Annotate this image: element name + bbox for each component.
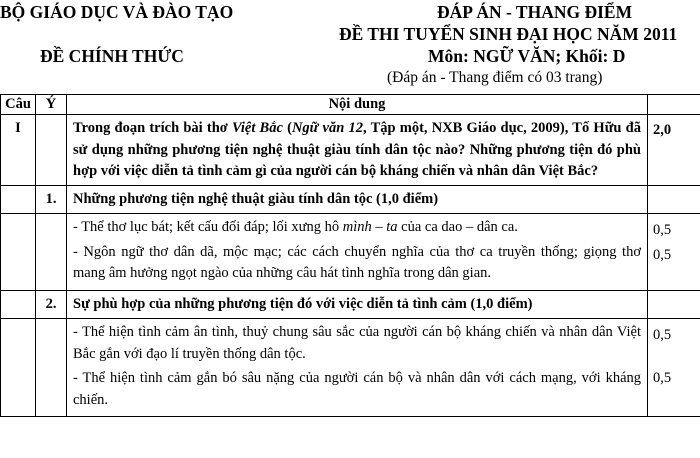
question-number: I (1, 115, 36, 186)
section-2-item-1-score: 0,5 (653, 327, 672, 343)
question-row (1, 115, 700, 186)
header-y: Ý (36, 95, 67, 115)
section-1-title: Những phương tiện nghệ thuật giàu tính dân tộc (1,0 điểm) (67, 185, 648, 214)
section-2-content-y (36, 319, 67, 417)
exam-title: ĐỀ THI TUYỂN SINH ĐẠI HỌC NĂM 2011 (339, 24, 678, 44)
pronoun-pair: mình – ta (342, 219, 398, 235)
ministry-name: BỘ GIÁO DỤC VÀ ĐÀO TẠO (0, 2, 234, 22)
section-1-title-score (648, 185, 700, 214)
section-1-number: 1. (36, 185, 67, 214)
section-2-content-row (1, 319, 700, 417)
section-1-content-row (1, 214, 700, 291)
table-header-row (1, 95, 700, 115)
section-1-cau-cell (1, 185, 36, 214)
official-label: ĐỀ CHÍNH THỨC (40, 46, 184, 66)
header-noi-dung: Nội dung (67, 95, 648, 115)
section-2-item-2: - Thể hiện tình cảm gắn bó sâu nặng của người cán bộ và nhân dân với cách mạng, với kháng chiến. (73, 370, 641, 408)
section-1-title-row (1, 185, 700, 214)
section-2-item-1: - Thể hiện tình cảm ân tình, thuỷ chung sâu sắc của người cán bộ kháng chiến và nhân dân Việt Bắc gắn với đạo lí truyền thống dân tộc. (73, 324, 641, 362)
question-score: 2,0 (648, 115, 700, 186)
answer-key-title: ĐÁP ÁN - THANG ĐIỂM (437, 2, 633, 22)
section-2-title: Sự phù hợp của những phương tiện đó với việc diễn tả tình cảm (1,0 điểm) (67, 290, 648, 319)
question-y-cell (36, 115, 67, 186)
section-1-item-1: - Thể thơ lục bát; kết cấu đối đáp; lối xưng hô mình – ta của ca dao – dân ca. (73, 219, 518, 235)
section-1-content (67, 214, 648, 291)
subject-line: Môn: NGỮ VĂN; Khối: D (428, 46, 626, 66)
answer-table (0, 94, 700, 417)
section-2-title-row (1, 290, 700, 319)
section-2-item-2-score: 0,5 (653, 369, 672, 386)
header-score (648, 95, 700, 115)
question-text: Trong đoạn trích bài thơ Việt Bắc (Ngữ văn 12, Tập một, NXB Giáo dục, 2009), Tố Hữu đã sử dụng những phương tiện nghệ thuật giàu tính dân tộc nào? Những phương tiện đó phù hợp với việc diễn tả tình cảm gì của người cán bộ kháng chiến và nhân dân Việt Bắc? (67, 115, 648, 186)
section-1-item-2-score: 0,5 (653, 246, 672, 263)
section-1-item-2: - Ngôn ngữ thơ dân dã, mộc mạc; các cách chuyển nghĩa của thơ ca truyền thống; giọng thơ mang âm hưởng ngọt ngào của những câu hát tình nghĩa trong dân gian. (73, 243, 641, 281)
section-2-content (67, 319, 648, 417)
poem-title: Việt Bắc (232, 120, 283, 136)
book-title: Ngữ văn 12 (291, 120, 364, 136)
section-2-cau-cell (1, 290, 36, 319)
section-1-content-y (36, 214, 67, 291)
section-2-scores (648, 319, 700, 417)
section-2-title-score (648, 290, 700, 319)
section-1-scores (648, 214, 700, 291)
section-2-number: 2. (36, 290, 67, 319)
section-1-content-cau (1, 214, 36, 291)
page-count-note: (Đáp án - Thang điểm có 03 trang) (387, 69, 603, 86)
section-2-content-cau (1, 319, 36, 417)
section-1-item-1-score: 0,5 (653, 222, 672, 238)
header-cau: Câu (1, 95, 36, 115)
